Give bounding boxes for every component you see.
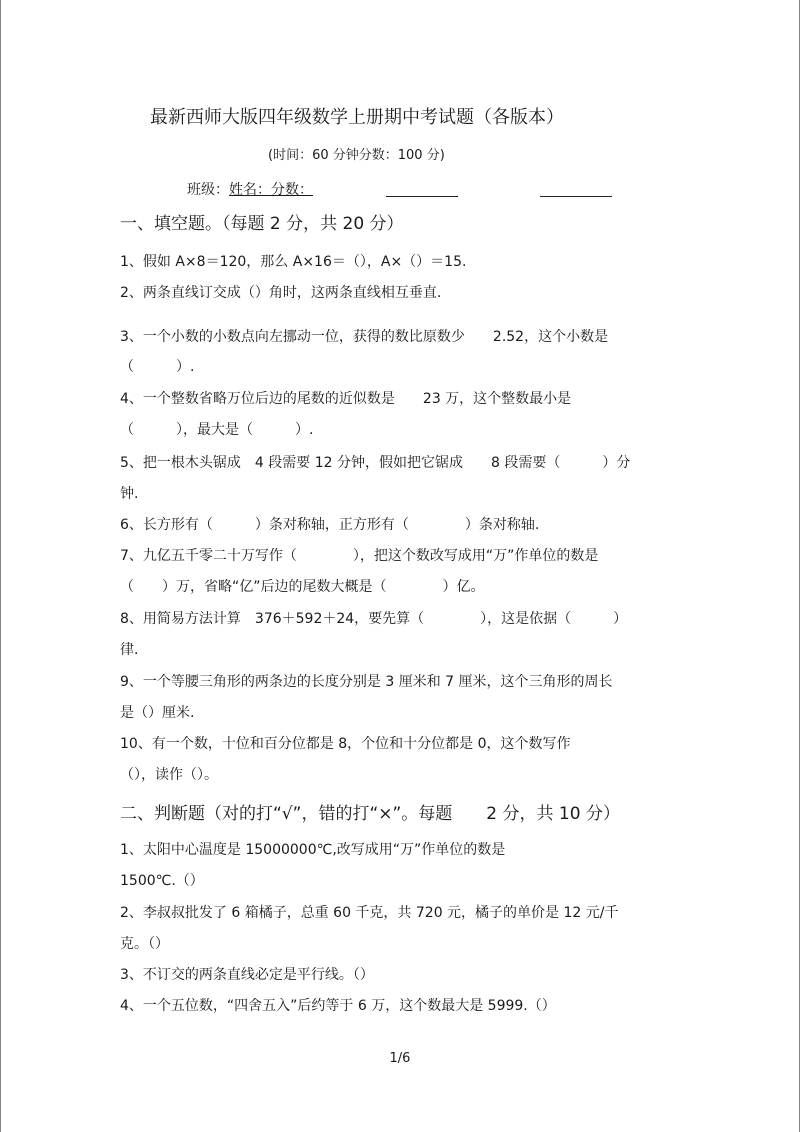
question-line: 10、有一个数，十位和百分位都是 8，个位和十分位都是 0，这个数写作 bbox=[120, 736, 571, 752]
question-line: 9、一个等腰三角形的两条边的长度分别是 3 厘米和 7 厘米，这个三角形的周长 bbox=[120, 674, 613, 690]
question-line: 2、两条直线订交成（）角时，这两条直线相互垂直. bbox=[120, 285, 442, 301]
question-line: （），读作（）。 bbox=[120, 767, 218, 783]
student-info-row bbox=[187, 180, 313, 200]
question-line: 7、九亿五千零二十万写作（ ），把这个数改写成用“万”作单位的数是 bbox=[120, 548, 599, 564]
question-line: （ ）万，省略“亿”后边的尾数大概是（ ）亿。 bbox=[120, 579, 485, 595]
question-line: 1500℃.（） bbox=[120, 873, 204, 889]
question-line: 2、李叔叔批发了 6 箱橘子，总重 60 千克，共 720 元，橘子的单价是 12 元/千 bbox=[120, 905, 619, 921]
class-label: 班级： bbox=[187, 182, 229, 198]
question-line: 5、把一根木头锯成 4 段需要 12 分钟，假如把它锯成 8 段需要（ ）分 bbox=[120, 455, 631, 471]
score-blank-line bbox=[540, 196, 612, 197]
page-edge-left bbox=[0, 0, 1, 1132]
question-line: 3、不订交的两条直线必定是平行线。（） bbox=[120, 967, 374, 983]
question-line: 1、假如 A×8＝120，那么 A×16＝（），A×（）＝15. bbox=[120, 254, 467, 270]
question-line: 律. bbox=[120, 642, 139, 658]
question-line: 钟. bbox=[120, 486, 139, 502]
section-heading-true-false: 二、判断题（对的打“√”，错的打“×”。每题 2 分，共 10 分） bbox=[120, 804, 620, 824]
page-number: 1/6 bbox=[389, 1051, 411, 1066]
page-title: 最新西师大版四年级数学上册期中考试题（各版本） bbox=[150, 107, 564, 128]
exam-time-score: (时间：60 分钟分数：100 分) bbox=[268, 148, 445, 163]
question-line: 1、太阳中心温度是 15000000℃,改写成用“万”作单位的数是 bbox=[120, 842, 506, 858]
question-line: （ ）. bbox=[120, 359, 195, 375]
question-line: 6、长方形有（ ）条对称轴，正方形有（ ）条对称轴. bbox=[120, 517, 540, 533]
question-line: 是（）厘米. bbox=[120, 705, 195, 721]
name-score-label: 姓名：分数： bbox=[229, 182, 313, 198]
question-line: 4、一个五位数，“四舍五入”后约等于 6 万，这个数最大是 5999.（） bbox=[120, 998, 556, 1014]
question-line: 8、用简易方法计算 376＋592＋24，要先算（ ），这是依据（ ） bbox=[120, 611, 628, 627]
name-blank-line bbox=[386, 196, 458, 197]
question-line: 3、一个小数的小数点向左挪动一位，获得的数比原数少 2.52，这个小数是 bbox=[120, 329, 609, 345]
question-line: 4、一个整数省略万位后边的尾数的近似数是 23 万，这个整数最小是 bbox=[120, 391, 572, 407]
question-line: 克。（） bbox=[120, 936, 169, 952]
section-heading-fill-blank: 一、填空题。（每题 2 分，共 20 分） bbox=[120, 214, 404, 234]
question-line: （ ），最大是（ ）. bbox=[120, 422, 314, 438]
